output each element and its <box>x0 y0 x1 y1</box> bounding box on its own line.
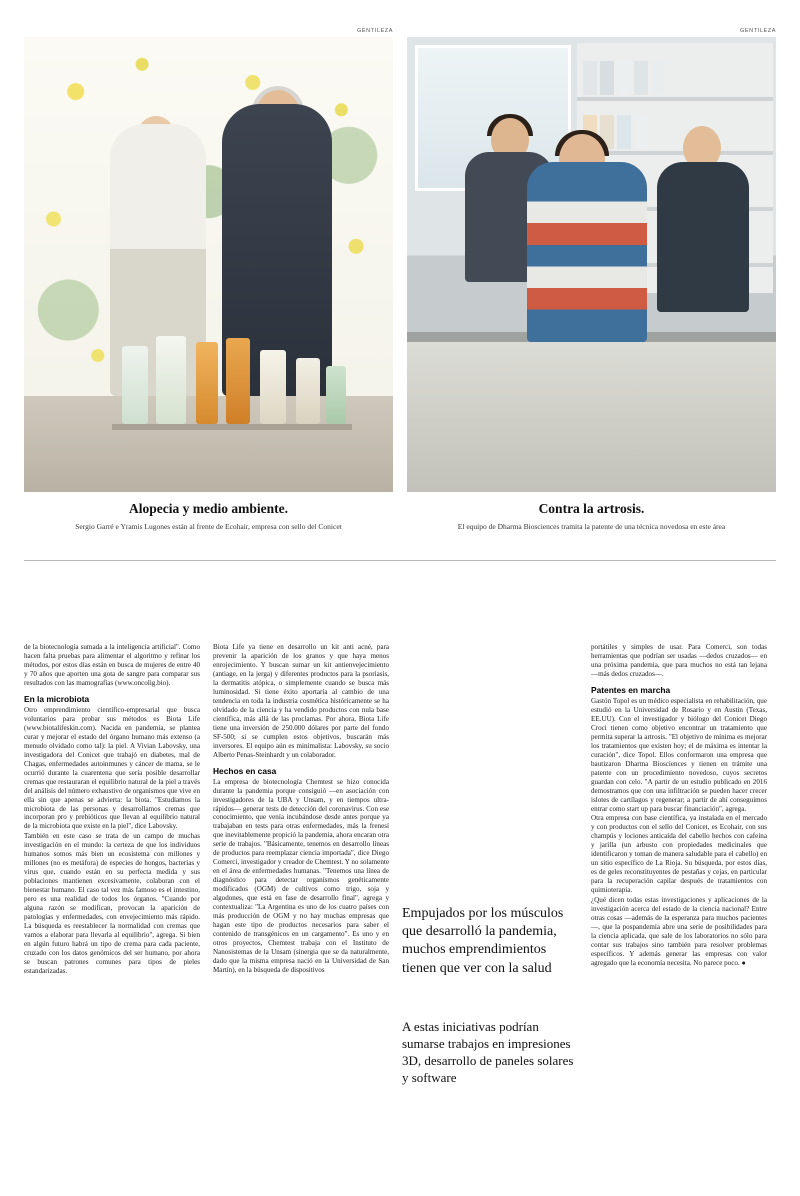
pullquote-column <box>402 643 578 1173</box>
box <box>617 115 631 149</box>
pullquote-1: Empujados por los músculos que desarrolló la pandemia, muchos emprendimientos tienen que ver con la salud <box>402 906 564 976</box>
caption-text-right: El equipo de Dharma Biosciences tramita la patente de una técnica novedosa en este área <box>457 522 726 531</box>
paragraph: de la biotecnología sumada a la inteligencia artificial". Como hacen falta pruebas para alimentar el algoritmo y refinar los métodos, por estos días están en busca de mujeres de entre 40 y 70 años que aporten una gota de sangre para comparar sus resultados con las mamografías (www.oncolig.bio). <box>24 643 200 687</box>
product-bottle <box>196 342 218 424</box>
photo-credit-left: GENTILEZA <box>357 28 393 34</box>
box <box>634 61 648 95</box>
product-bottle <box>296 358 320 424</box>
photo-block <box>24 28 776 532</box>
counter <box>407 342 776 492</box>
person-center <box>527 162 647 342</box>
caption-title-left: Alopecia y medio ambiente. <box>129 501 288 516</box>
product-bottle <box>122 346 148 424</box>
photo-credit-right: GENTILEZA <box>740 28 776 34</box>
person-right <box>657 162 749 312</box>
subheading-hechos-en-casa: Hechos en casa <box>213 765 277 776</box>
photo-alopecia <box>24 37 393 492</box>
box <box>600 61 614 95</box>
box <box>634 115 648 149</box>
product-bottle <box>226 338 250 424</box>
paragraph: portátiles y simples de usar. Para Comerci, son todas herramientas que podrían ser usadas —dedos cruzados— en una próxima pandemia, que para muchos no está tan lejana —más dedos cruzados—. <box>591 643 767 678</box>
paragraph: Gastón Topol es un médico especialista en rehabilitación, que estudió en la Universidad de Rosario y en Austin (Texas, EE.UU). Con el investigador y biólogo del Conicet Diego Croci tienen como objetivo encontrar un tratamiento que permita superar la artrosis. "El objetivo de mínima es mejorar los tratamientos que existen hoy; el de máxima es intentar la curación", dice Topol. Ellos conformaron una empresa que bautizaron Dharma Biosciences y tienen en trámite una patente con un procedimiento novedoso, cuyos secretos guardan con celo. "A partir de un estudio publicado en 2016 demostramos que con una infiltración se pueden hacer crecer islotes de cartílagos y regenerar; a partir de ahí conseguimos entrar como start up para buscar financiación", agrega. <box>591 696 767 813</box>
divider <box>24 560 776 561</box>
caption-text-left: Sergio Garré e Yramis Lugones están al frente de Ecohair, empresa con sello del Conicet <box>75 522 342 531</box>
product-bottle <box>156 336 186 424</box>
product-bottle <box>260 350 286 424</box>
text-column-2 <box>213 643 389 1173</box>
product-shelf <box>112 424 352 430</box>
paragraph: También en este caso se trata de un campo de muchas investigación en el mundo: la certeza de que los individuos humanos somos más bien un ecosistema con millones y millones (no es metáfora) de especies de hongos, bacterias y virus que, cuando están en su perfecta medida y sus poblaciones mantienen excesivamente, colaboran con el bienestar humano. El caso tal vez más famoso es el intestino, pero es una realidad de todos los órganos. "Cuando por alguna razón se modifican, provocan la aparición de patologías y enfermedades, con envejecimiento más rápido. La búsqueda es reestablecer la normalidad con cremas que vamos a elaborar para llevarla al equilibrio", agrega. Si bien en algún futuro habrá un tipo de crema para cada paciente, cruzado con los datos genómicos del ser humano, por ahora se buscan patrones comunes para tipos de pieles estandarizadas. <box>24 832 200 975</box>
paragraph: Otro emprendimiento científico-empresarial que busca voluntarios para probar sus métodos es Biota Life (www.biotalifeskin.com). Nacida en pandemia, se plantea curar y mejorar el estado del órgano humano más extenso (a menudo olvidado como tal): la piel. A Vivian Labovsky, una investigadora del Conicet que trabajó en diabetes, mal de Chagas, enfermedades autoinmunes y cáncer de mama, se le ocurrió durante la cuarentena que sería posible desarrollar cremas que restauraran el equilibrio natural de la piel a través del análisis del número exhaustivo de organismos que vive en ella sin que apenas se advierta: la biota. "Estudiamos la microbiota de las personas y desarrollamos cremas que incorporan pro y prebióticos que llevan al equilibrio natural de la microbiota que existe en la piel", dice Labovsky. <box>24 705 200 831</box>
box <box>651 61 665 95</box>
product-bottle <box>326 366 346 424</box>
shelf <box>577 97 773 101</box>
caption-title-right: Contra la artrosis. <box>538 501 645 516</box>
paragraph: Otra empresa con base científica, ya instalada en el mercado y con productos con el sello del Conicet, es Ecohair, con sus champús y lociones anticaída del cabello hechos con cafeína y jarilla (un arbusto con propiedades medicinales que identificaron y toman de manera saludable para el cabello) en un sitio específico de La Rioja. Su búsqueda, por estos días, es de geles reconstituyentes de pestañas y cejas, en particular para la recuperación capilar después de tratamientos con quimioterapia. <box>591 814 767 895</box>
paragraph: La empresa de biotecnología Chemtest se hizo conocida durante la pandemia porque consiguió —en asociación con investigadores de la UBA y Unsam, y en tiempos ultra-rápidos— generar tests de detección del coronavirus. Con ese conocimiento, que venía incubándose desde antes porque ya trabajaban en tests para otras enfermedades, más la frenesí que inevitablemente propició la pandemia, ahora encaran otra serie de trabajos. "Básicamente, tenemos en desarrollo líneas de productos para reemplazar ciencia importada", dice Diego Comerci, investigador y creador de Chemtest. Y no solamente en el área de enfermedades humanas. "Tenemos una línea de diagnóstico para detectar organismos genéticamente modificados (OGM) de cultivos como trigo, soja y algodones, que está en fase de desarrollo final", agrega y contextualiza: "La Argentina es uno de los cuatro países con más producción de OGM y no hay muchas empresas que hagan este tipo de productos necesarios para saber el contenido de transgénicos en un cargamento". Es uno y en otros proyectos, Chemtest trabaja con el Instituto de Nanosistemas de la Unsam (sinergia que se da naturalmente, dado que la misma empresa nació en la Universidad de San Martín), en la búsqueda de dispositivos <box>213 777 389 974</box>
photo-column-right <box>407 28 776 532</box>
text-column-1 <box>24 643 200 1173</box>
article-body <box>24 643 776 1173</box>
paragraph: ¿Qué dicen todas estas investigaciones y aplicaciones de la investigación acerca del estado de la ciencia nacional? Entre otras cosas —además de la esperanza para muchos pacientes—, que la pospandemia abre una serie de posibilidades para la ciencia aplicada, que sale de los laboratorios no sólo para contar sus trabajos sino también para resolver problemas específicos. Y además generar las empresas con valor agregado que la economía necesita. No parece poco. ● <box>591 896 767 967</box>
subheading-en-la-microbiota: En la microbiota <box>24 693 90 704</box>
subheading-patentes-en-marcha: Patentes en marcha <box>591 684 671 695</box>
text-column-4 <box>591 643 767 1173</box>
box <box>583 61 597 95</box>
photo-artrosis <box>407 37 776 492</box>
paragraph: Biota Life ya tiene en desarrollo un kit anti acné, para prevenir la aparición de los granos y que haya menos enrojecimiento. Y buscan sumar un kit antienvejecimiento (antiage, en la jerga) y diferentes productos para la psoriasis, la dermatitis atópica, o simplemente cuando se busca más luminosidad. Si tiene éxito aportaría al cambio de una tendencia en toda la industria cosmética históricamente se ha olvidado de la ciencia y ha vendido productos con nula base científica, más allá de las proclamas. Por ahora, Biota Life tiene una inversión de 250.000 dólares por parte del fondo SF-500; si se cumplen estos objetivos, buscarán más inversores. El equipo aún es minimalista: Labovsky, su socio Alberto Penas-Steinhardt y un colaborador. <box>213 643 389 759</box>
box <box>617 61 631 95</box>
pullquote-2: A estas iniciativas podrían sumarse trabajos en impresiones 3D, desarrollo de paneles solares y software <box>402 1018 574 1086</box>
photo-column-left <box>24 28 393 532</box>
box-row <box>583 61 665 95</box>
